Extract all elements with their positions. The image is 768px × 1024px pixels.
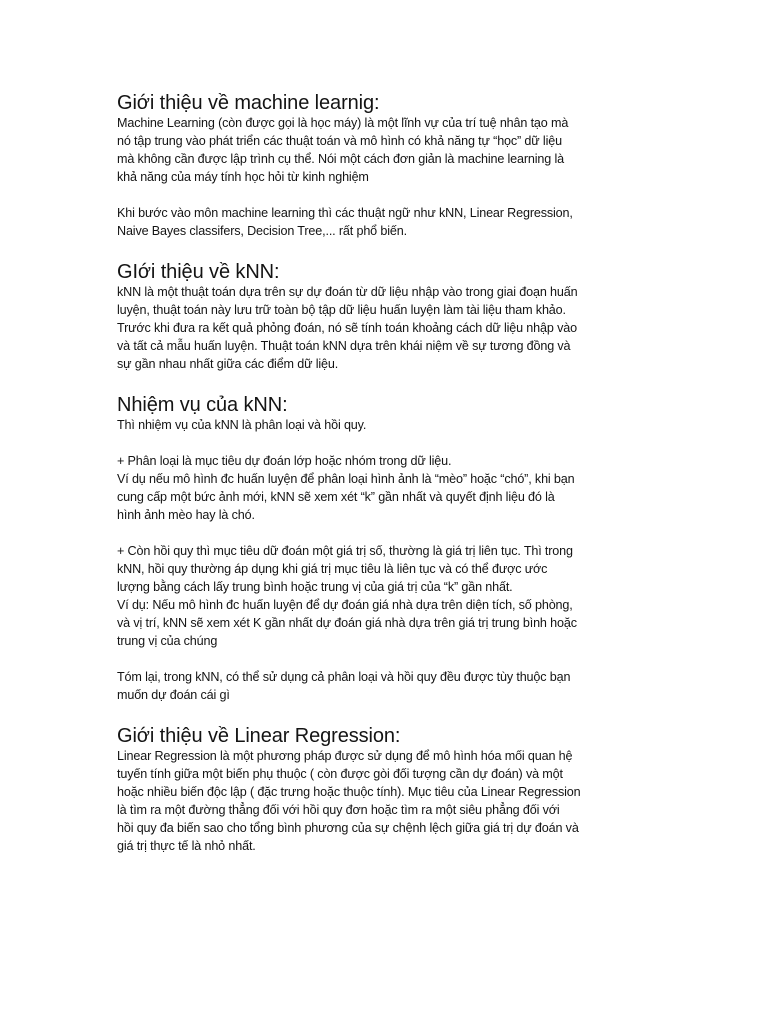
paragraph (117, 114, 657, 186)
section-heading: Nhiệm vụ của kNN: (117, 394, 288, 416)
text-line: giá trị thực tế là nhỏ nhất. (117, 839, 256, 853)
text-line: Linear Regression là một phương pháp được sử dụng để mô hình hóa mối quan hệ (117, 749, 573, 763)
text-line: kNN là một thuật toán dựa trên sự dự đoán từ dữ liệu nhập vào trong giai đoạn huấn (117, 285, 578, 299)
text-line: và tất cả mẫu huấn luyện. Thuật toán kNN dựa trên khái niệm về sự tương đồng và (117, 339, 571, 353)
text-line: hoặc nhiều biến độc lập ( đặc trưng hoặc thuộc tính). Mục tiêu của Linear Regression (117, 785, 581, 799)
text-line: kNN, hồi quy thường áp dụng khi giá trị mục tiêu là liên tục và có thể được ước (117, 562, 548, 576)
section-spacer (117, 704, 657, 725)
text-line: Tóm lại, trong kNN, có thể sử dụng cả phân loại và hồi quy đều được tùy thuộc bạn (117, 670, 571, 684)
paragraph (117, 747, 657, 855)
text-line: Machine Learning (còn được gọi là học máy) là một lĩnh vự của trí tuệ nhân tạo mà (117, 116, 569, 130)
text-line: + Phân loại là mục tiêu dự đoán lớp hoặc nhóm trong dữ liệu. (117, 454, 452, 468)
section-heading: Giới thiệu về machine learnig: (117, 92, 380, 114)
paragraph (117, 416, 657, 434)
text-line: + Còn hồi quy thì mục tiêu dữ đoán một giá trị số, thường là giá trị liên tục. Thì trong (117, 544, 573, 558)
text-line: Ví dụ: Nếu mô hình đc huấn luyện để dự đoán giá nhà dựa trên diện tích, số phòng, (117, 598, 573, 612)
section-3 (117, 394, 657, 704)
paragraph-spacer (117, 524, 657, 542)
text-line: cung cấp một bức ảnh mới, kNN sẽ xem xét “k” gần nhất và quyết định liệu đó là (117, 490, 555, 504)
text-line: Thì nhiệm vụ của kNN là phân loại và hồi quy. (117, 418, 367, 432)
text-line: Ví dụ nếu mô hình đc huấn luyện để phân loại hình ảnh là “mèo” hoặc “chó”, khi bạn (117, 472, 575, 486)
section-heading: GIới thiệu về kNN: (117, 261, 280, 283)
section-heading: Giới thiệu về Linear Regression: (117, 725, 401, 747)
paragraph (117, 668, 657, 704)
section-spacer (117, 240, 657, 261)
paragraph-spacer (117, 186, 657, 204)
text-line: và vị trí, kNN sẽ xem xét K gần nhất dự đoán giá nhà dựa trên giá trị trung bình hoặc (117, 616, 577, 630)
text-line: sự gần nhau nhất giữa các điểm dữ liệu. (117, 357, 339, 371)
text-line: Trước khi đưa ra kết quả phỏng đoán, nó sẽ tính toán khoảng cách dữ liệu nhập vào (117, 321, 577, 335)
text-line: trung vị của chúng (117, 634, 218, 648)
paragraph (117, 204, 657, 240)
section-spacer (117, 373, 657, 394)
text-line: là tìm ra một đường thẳng đối với hồi quy đơn hoặc tìm ra một siêu phẳng đối với (117, 803, 560, 817)
text-line: luyện, thuật toán này lưu trữ toàn bộ tập dữ liệu huấn luyện làm tài liệu tham khảo. (117, 303, 566, 317)
text-line: lượng bằng cách lấy trung bình hoặc trung vị của giá trị của “k” gần nhất. (117, 580, 513, 594)
text-line: Khi bước vào môn machine learning thì các thuật ngữ như kNN, Linear Regression, (117, 206, 573, 220)
text-line: tuyến tính giữa một biến phụ thuộc ( còn được gòi đối tượng cần dự đoán) và một (117, 767, 563, 781)
text-line: khả năng của máy tính học hỏi từ kinh nghiệm (117, 170, 369, 184)
text-line: mà không cần được lập trình cụ thể. Nói một cách đơn giản là machine learning là (117, 152, 564, 166)
text-line: nó tập trung vào phát triển các thuật toán và mô hình có khả năng tự “học” dữ liệu (117, 134, 562, 148)
paragraph-spacer (117, 650, 657, 668)
text-line: hình ảnh mèo hay là chó. (117, 508, 255, 522)
paragraph (117, 542, 657, 650)
section-1 (117, 92, 657, 240)
paragraph (117, 452, 657, 524)
section-4 (117, 725, 657, 855)
text-line: muốn dự đoán cái gì (117, 688, 230, 702)
text-line: hồi quy đa biến sao cho tổng bình phương của sự chệnh lệch giữa giá trị dự đoán và (117, 821, 579, 835)
text-line: Naive Bayes classifers, Decision Tree,... rất phổ biến. (117, 224, 407, 238)
paragraph-spacer (117, 434, 657, 452)
paragraph (117, 283, 657, 373)
document-page (117, 92, 657, 855)
section-2 (117, 261, 657, 373)
